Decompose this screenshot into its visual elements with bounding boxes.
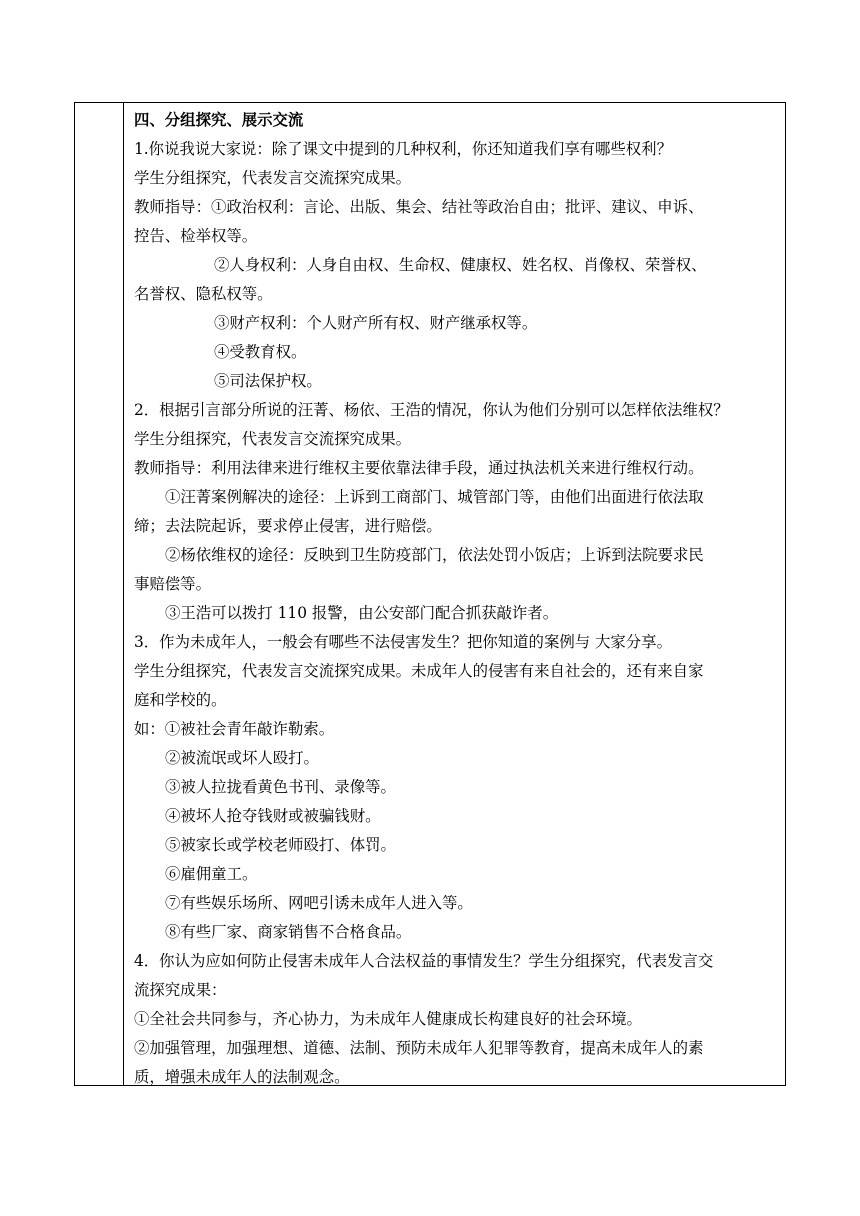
- text-line: 学生分组探究，代表发言交流探究成果。未成年人的侵害有来自社会的，还有来自家: [134, 662, 704, 680]
- text-line: 1.你说我说大家说：除了课文中提到的几种权利，你还知道我们享有哪些权利？: [134, 140, 672, 158]
- text-line: ④被坏人抢夺钱财或被骗钱财。: [165, 807, 381, 825]
- text-line: 学生分组探究，代表发言交流探究成果。: [134, 430, 412, 448]
- text-line: ①全社会共同参与，齐心协力，为未成年人健康成长构建良好的社会环境。: [134, 1010, 642, 1028]
- lesson-table: [74, 102, 786, 1086]
- text-line: ⑤被家长或学校老师殴打、体罚。: [165, 836, 396, 854]
- text-line: ③被人拉拢看黄色书刊、录像等。: [165, 778, 396, 796]
- text-line: 流探究成果：: [134, 981, 227, 999]
- text-line: 控告、检举权等。: [134, 227, 258, 245]
- text-line: ⑥雇佣童工。: [165, 865, 258, 883]
- text-line: ⑧有些厂家、商家销售不合格食品。: [165, 923, 412, 941]
- text-line: 事赔偿等。: [134, 575, 211, 593]
- text-line: 教师指导：①政治权利：言论、出版、集会、结社等政治自由；批评、建议、申诉、: [134, 198, 704, 216]
- text-line: ④受教育权。: [214, 343, 307, 361]
- text-line: 缔；去法院起诉，要求停止侵害，进行赔偿。: [134, 517, 442, 535]
- text-line: ③王浩可以拨打 110 报警，由公安部门配合抓获敲诈者。: [165, 604, 559, 622]
- text-line: ②被流氓或坏人殴打。: [165, 749, 319, 767]
- text-line: 学生分组探究，代表发言交流探究成果。: [134, 169, 412, 187]
- text-line: ②加强管理，加强理想、道德、法制、预防未成年人犯罪等教育，提高未成年人的素: [134, 1039, 704, 1057]
- text-line: 2．根据引言部分所说的汪菁、杨依、王浩的情况，你认为他们分别可以怎样依法维权？: [134, 401, 729, 419]
- table-left-cell: [75, 103, 124, 1085]
- text-line: 质，增强未成年人的法制观念。: [134, 1068, 350, 1086]
- text-line: 如：①被社会青年敲诈勒索。: [134, 720, 335, 738]
- text-line: 教师指导：利用法律来进行维权主要依靠法律手段，通过执法机关来进行维权行动。: [134, 459, 704, 477]
- text-line: ②杨依维权的途径：反映到卫生防疫部门，依法处罚小饭店；上诉到法院要求民: [165, 546, 704, 564]
- text-line: ①汪菁案例解决的途径：上诉到工商部门、城管部门等，由他们出面进行依法取: [165, 488, 704, 506]
- text-line: ③财产权利：个人财产所有权、财产继承权等。: [214, 314, 538, 332]
- text-line: 庭和学校的。: [134, 691, 227, 709]
- text-line: 3．作为未成年人，一般会有哪些不法侵害发生？把你知道的案例与 大家分享。: [134, 633, 672, 651]
- text-line: ②人身权利：人身自由权、生命权、健康权、姓名权、肖像权、荣誉权、: [214, 256, 707, 274]
- text-line: 名誉权、隐私权等。: [134, 285, 273, 303]
- text-line: ⑦有些娱乐场所、网吧引诱未成年人进入等。: [165, 894, 473, 912]
- text-line: 4．你认为应如何防止侵害未成年人合法权益的事情发生？学生分组探究，代表发言交: [134, 952, 714, 970]
- table-content-cell: [124, 103, 785, 1085]
- text-line: ⑤司法保护权。: [214, 372, 322, 390]
- section-heading: 四、分组探究、展示交流: [134, 111, 304, 129]
